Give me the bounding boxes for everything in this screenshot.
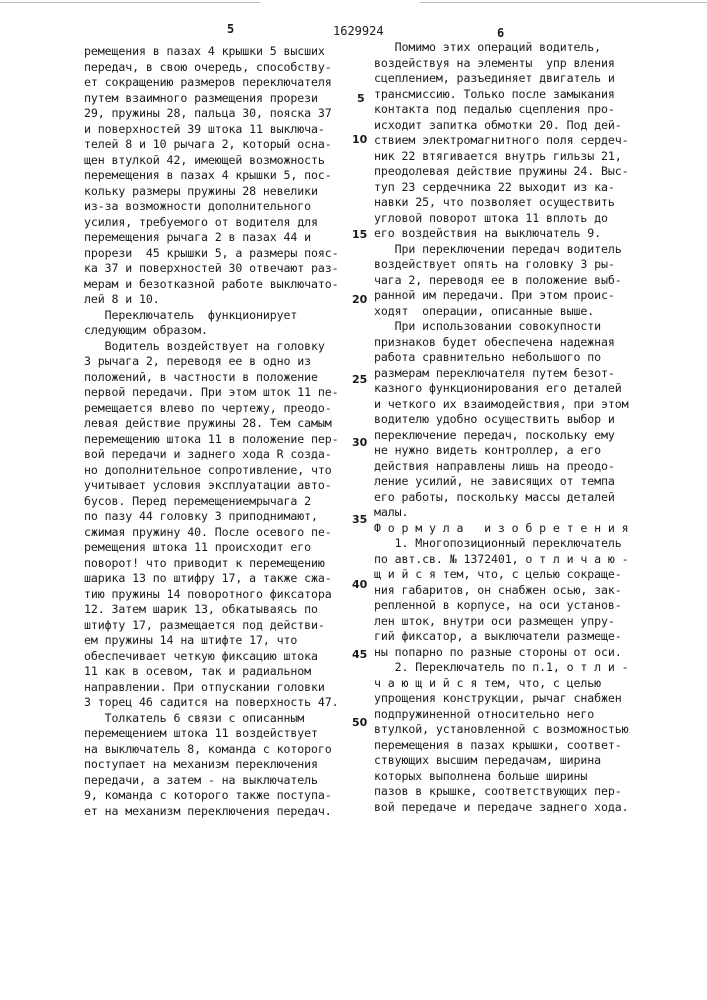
text-line: перемещения в пазах крышки, соответ- — [374, 738, 629, 754]
text-line: подпружиненной относительно него — [374, 707, 629, 723]
text-line: телей 8 и 10 рычага 2, который осна- — [84, 137, 339, 153]
scan-edge-line — [420, 2, 707, 3]
text-line: перемещения в пазах 4 крышки 5, пос- — [84, 168, 339, 184]
text-line: При использовании совокупности — [374, 319, 629, 335]
text-line: ремещения в пазах 4 крышки 5 высших — [84, 44, 339, 60]
text-line: навки 25, что позволяет осуществить — [374, 195, 629, 211]
text-line: ч а ю щ и й с я тем, что, с целью — [374, 676, 629, 692]
text-line: 2. Переключатель по п.1, о т л и - — [374, 660, 629, 676]
text-line: ка 37 и поверхностей 30 отвечают раз- — [84, 261, 339, 277]
scan-edge-line — [0, 2, 260, 3]
text-line: Переключатель функционирует — [84, 308, 339, 324]
line-number-marker: 5 — [357, 92, 365, 105]
text-line: контакта под педалью сцепления про- — [374, 102, 629, 118]
text-line: по пазу 44 головку 3 приподнимают, — [84, 509, 339, 525]
text-line: учитывает условия эксплуатации авто- — [84, 478, 339, 494]
line-number-marker: 15 — [352, 228, 367, 241]
text-line: ет на механизм переключения передач. — [84, 804, 339, 820]
text-line: следующим образом. — [84, 323, 339, 339]
text-line: путем взаимного размещения прорези — [84, 91, 339, 107]
text-line: перемещением штока 11 воздействует — [84, 726, 339, 742]
text-line: ник 22 втягивается внутрь гильзы 21, — [374, 149, 629, 165]
text-line: тию пружины 14 поворотного фиксатора — [84, 587, 339, 603]
text-line: ходят операции, описанные выше. — [374, 304, 629, 320]
text-line: ремещается влево по чертежу, преодо- — [84, 401, 339, 417]
text-line: передачи, а затем - на выключатель — [84, 773, 339, 789]
text-line: Помимо этих операций водитель, — [374, 40, 629, 56]
text-line: воздействуя на элементы упр вления — [374, 56, 629, 72]
text-line: При переключении передач водитель — [374, 242, 629, 258]
text-line: вой передачи и заднего хода R созда- — [84, 447, 339, 463]
text-line: чага 2, переводя ее в положение выб- — [374, 273, 629, 289]
text-line: на выключатель 8, команда с которого — [84, 742, 339, 758]
text-line: 11 как в осевом, так и радиальном — [84, 664, 339, 680]
text-line: левая действие пружины 28. Тем самым — [84, 416, 339, 432]
line-number-marker: 45 — [352, 648, 367, 661]
text-line: трансмиссию. Только после замыкания — [374, 87, 629, 103]
text-line: шарика 13 по штифру 17, а также сжа- — [84, 571, 339, 587]
text-line: пазов в крышке, соответствующих пер- — [374, 784, 629, 800]
line-number-marker: 50 — [352, 716, 367, 729]
text-line: по авт.св. № 1372401, о т л и ч а ю - — [374, 552, 629, 568]
text-line: кольку размеры пружины 28 невелики — [84, 184, 339, 200]
line-number-marker: 10 — [352, 133, 367, 146]
text-line: из-за возможности дополнительного — [84, 199, 339, 215]
text-line: 9, команда с которого также поступа- — [84, 788, 339, 804]
text-line: действия направлены лишь на преодо- — [374, 459, 629, 475]
text-line: переключение передач, поскольку ему — [374, 428, 629, 444]
line-number-marker: 30 — [352, 436, 367, 449]
text-line: ремещения штока 11 происходит его — [84, 540, 339, 556]
text-line: втулкой, установленной с возможностью — [374, 722, 629, 738]
patent-number: 1629924 — [333, 24, 384, 38]
text-line: ление усилий, не зависящих от темпа — [374, 474, 629, 490]
text-line: ем пружины 14 на штифте 17, что — [84, 633, 339, 649]
text-line: его работы, поскольку массы деталей — [374, 490, 629, 506]
text-line: но дополнительное сопротивление, что — [84, 463, 339, 479]
text-line: упрощения конструкции, рычаг снабжен — [374, 691, 629, 707]
text-line: не нужно видеть контроллер, а его — [374, 443, 629, 459]
text-line: поворот! что приводит к перемещению — [84, 556, 339, 572]
right-text-column — [374, 40, 629, 815]
text-line: ния габаритов, он снабжен осью, зак- — [374, 583, 629, 599]
line-number-marker: 40 — [352, 578, 367, 591]
text-line: исходит запитка обмотки 20. Под дей- — [374, 118, 629, 134]
text-line: штифту 17, размещается под действи- — [84, 618, 339, 634]
text-line: репленной в корпусе, на оси установ- — [374, 598, 629, 614]
text-line: которых выполнена больше ширины — [374, 769, 629, 785]
text-line: ствием электромагнитного поля сердеч- — [374, 133, 629, 149]
text-line: Ф о р м у л а и з о б р е т е н и я — [374, 521, 629, 537]
text-line: туп 23 сердечника 22 выходит из ка- — [374, 180, 629, 196]
text-line: щ и й с я тем, что, с целью сокраще- — [374, 567, 629, 583]
text-line: прорези 45 крышки 5, а размеры пояс- — [84, 246, 339, 262]
text-line: и поверхностей 39 штока 11 выключа- — [84, 122, 339, 138]
text-line: вой передаче и передаче заднего хода. — [374, 800, 629, 816]
text-line: 1. Многопозиционный переключатель — [374, 536, 629, 552]
text-line: Толкатель 6 связи с описанным — [84, 711, 339, 727]
text-line: размерам переключателя путем безот- — [374, 366, 629, 382]
text-line: усилия, требуемого от водителя для — [84, 215, 339, 231]
text-line: Водитель воздействует на головку — [84, 339, 339, 355]
text-line: 29, пружины 28, пальца 30, пояска 37 — [84, 106, 339, 122]
text-line: перемещения рычага 2 в пазах 44 и — [84, 230, 339, 246]
text-line: лей 8 и 10. — [84, 292, 339, 308]
line-number-marker: 35 — [352, 513, 367, 526]
text-line: ны попарно по разные стороны от оси. — [374, 645, 629, 661]
text-line: работа сравнительно небольшого по — [374, 350, 629, 366]
text-line: преодолевая действие пружины 24. Выс- — [374, 164, 629, 180]
line-number-marker: 25 — [352, 373, 367, 386]
text-line: его воздействия на выключатель 9. — [374, 226, 629, 242]
text-line: положений, в частности в положение — [84, 370, 339, 386]
text-line: сцеплением, разъединяет двигатель и — [374, 71, 629, 87]
text-line: казного функционирования его деталей — [374, 381, 629, 397]
text-line: малы. — [374, 505, 629, 521]
text-line: сжимая пружину 40. После осевого пе- — [84, 525, 339, 541]
text-line: 3 торец 46 садится на поверхность 47. — [84, 695, 339, 711]
text-line: мерам и безотказной работе выключато- — [84, 277, 339, 293]
text-line: поступает на механизм переключения — [84, 757, 339, 773]
page-number-right: 6 — [497, 26, 504, 40]
text-line: направлении. При отпускании головки — [84, 680, 339, 696]
text-line: водителю удобно осуществить выбор и — [374, 412, 629, 428]
text-line: 12. Затем шарик 13, обкатываясь по — [84, 602, 339, 618]
text-line: обеспечивает четкую фиксацию штока — [84, 649, 339, 665]
text-line: ранной им передачи. При этом проис- — [374, 288, 629, 304]
left-text-column — [84, 44, 339, 819]
text-line: первой передачи. При этом шток 11 пе- — [84, 385, 339, 401]
text-line: и четкого их взаимодействия, при этом — [374, 397, 629, 413]
page-number-left: 5 — [227, 22, 234, 36]
text-line: воздействует опять на головку 3 ры- — [374, 257, 629, 273]
text-line: 3 рычага 2, переводя ее в одно из — [84, 354, 339, 370]
text-line: щен втулкой 42, имеющей возможность — [84, 153, 339, 169]
text-line: передач, в свою очередь, способству- — [84, 60, 339, 76]
line-number-marker: 20 — [352, 293, 367, 306]
text-line: гий фиксатор, а выключатели размеще- — [374, 629, 629, 645]
text-line: ствующих высшим передачам, ширина — [374, 753, 629, 769]
text-line: перемещению штока 11 в положение пер- — [84, 432, 339, 448]
text-line: ет сокращению размеров переключателя — [84, 75, 339, 91]
text-line: угловой поворот штока 11 вплоть до — [374, 211, 629, 227]
text-line: бусов. Перед перемещениемрычага 2 — [84, 494, 339, 510]
text-line: лен шток, внутри оси размещен упру- — [374, 614, 629, 630]
text-line: признаков будет обеспечена надежная — [374, 335, 629, 351]
